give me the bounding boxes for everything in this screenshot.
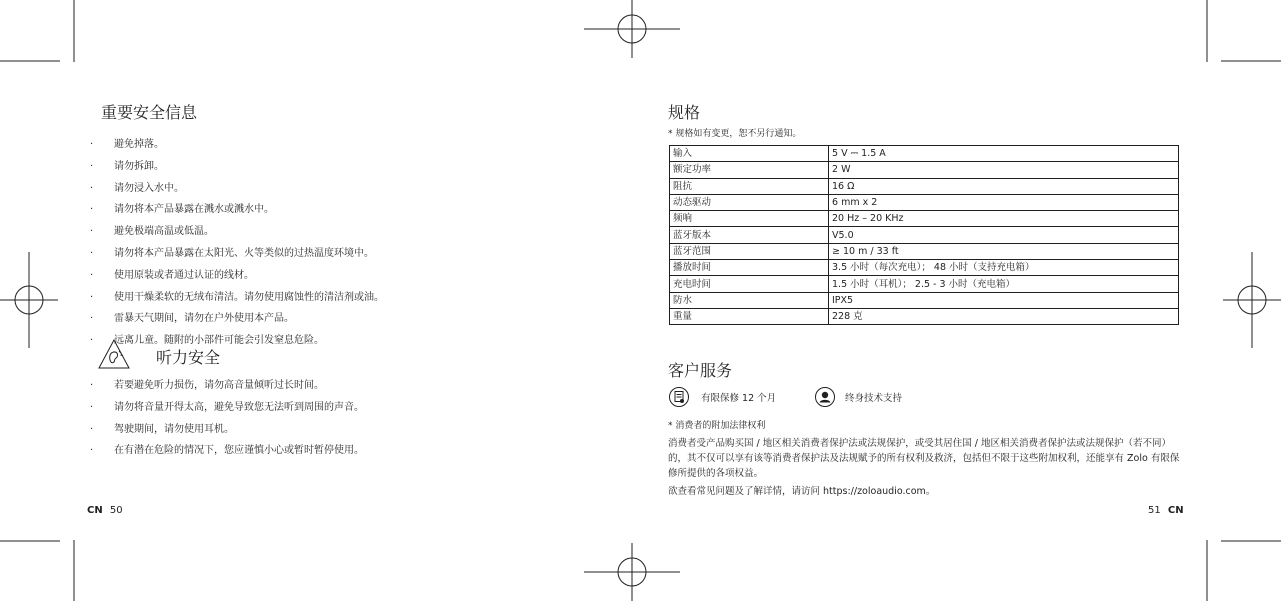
spec-value: 1.5 小时（耳机）； 2.5 - 3 小时（充电箱） — [829, 276, 1179, 292]
footer-page-number: 51 — [1148, 505, 1161, 516]
table-row — [670, 260, 1179, 276]
spec-label: 额定功率 — [670, 162, 829, 178]
hearing-safety-title: 听力安全 — [156, 348, 221, 367]
left-footer — [87, 505, 123, 516]
safety-title: 重要安全信息 — [101, 103, 198, 122]
footer-language: CN — [1167, 505, 1184, 516]
support-person-icon — [815, 387, 835, 407]
table-row — [670, 194, 1179, 210]
safety-item: · 避免极端高温或低温。 — [88, 221, 384, 243]
hearing-item: · 请勿将音量开得太高，避免导致您无法听到周围的声音。 — [88, 397, 364, 419]
specs-note: * 规格如有变更，恕不另行通知。 — [668, 129, 802, 139]
spec-value: V5.0 — [829, 227, 1179, 243]
registration-mark-right — [1223, 252, 1281, 348]
crop-mark-bottom-left — [0, 540, 74, 601]
spec-label: 蓝牙版本 — [670, 227, 829, 243]
spec-value: ≥ 10 m / 33 ft — [829, 243, 1179, 259]
safety-item: · 请勿浸入水中。 — [88, 178, 384, 200]
hearing-item: · 驾驶期间，请勿使用耳机。 — [88, 419, 364, 441]
safety-item: · 使用原装或者通过认证的线材。 — [88, 265, 384, 287]
spec-label: 输入 — [670, 146, 829, 162]
specs-title: 规格 — [668, 103, 701, 122]
spec-value: 3.5 小时（每次充电）； 48 小时（支持充电箱） — [829, 260, 1179, 276]
spec-label: 阻抗 — [670, 178, 829, 194]
safety-item: · 请勿将本产品暴露在溅水或溅水中。 — [88, 199, 384, 221]
footer-page-number: 50 — [109, 505, 123, 516]
spec-label: 蓝牙范围 — [670, 243, 829, 259]
table-row — [670, 227, 1179, 243]
spec-value: 5 V ⎓ 1.5 A — [829, 146, 1179, 162]
spec-label: 频响 — [670, 211, 829, 227]
crop-mark-top-left — [0, 0, 74, 62]
safety-item: · 雷暴天气期间，请勿在户外使用本产品。 — [88, 308, 384, 330]
registration-mark-top — [584, 0, 680, 58]
customer-service-title: 客户服务 — [668, 361, 733, 380]
safety-item: · 远离儿童。随附的小部件可能会引发窒息危险。 — [88, 330, 384, 352]
consumer-rights-paragraph: 消费者受产品购买国 / 地区相关消费者保护法或法规保护，或受其居住国 / 地区相关消费者保护法或法规保护（若不同）的，其不仅可以享有该等消费者保护法及法规赋予的所有权利及救济，包括但不限于这些附加权利，还能享有 Zolo 有限保修所提供的各项权益。 — [668, 438, 1180, 479]
spec-value: 6 mm x 2 — [829, 194, 1179, 210]
table-row — [670, 211, 1179, 227]
warranty-label: 有限保修 12 个月 — [701, 393, 777, 404]
hearing-item: · 在有潜在危险的情况下，您应谨慎小心或暂时暂停使用。 — [88, 440, 364, 462]
registration-mark-left — [0, 252, 58, 348]
service-row — [668, 387, 1180, 411]
table-row — [670, 178, 1179, 194]
spec-label: 充电时间 — [670, 276, 829, 292]
table-row — [670, 292, 1179, 308]
safety-item: · 使用干燥柔软的无绒布清洁。请勿使用腐蚀性的清洁剂或油。 — [88, 287, 384, 309]
safety-item: · 请勿将本产品暴露在太阳光、火等类似的过热温度环境中。 — [88, 243, 384, 265]
table-row — [670, 308, 1179, 324]
warranty-document-icon — [669, 387, 689, 407]
hearing-item: · 若要避免听力损伤，请勿高音量倾听过长时间。 — [88, 375, 364, 397]
specs-table — [669, 145, 1179, 325]
support-item — [815, 387, 902, 407]
table-row — [670, 276, 1179, 292]
right-footer — [1148, 505, 1184, 516]
consumer-rights-note: * 消费者的附加法律权利 — [668, 421, 766, 431]
table-row — [670, 243, 1179, 259]
table-row — [670, 146, 1179, 162]
registration-mark-bottom — [584, 543, 680, 601]
warranty-item — [669, 387, 776, 407]
spec-value: IPX5 — [829, 292, 1179, 308]
spec-label: 播放时间 — [670, 260, 829, 276]
table-row — [670, 162, 1179, 178]
spec-label: 重量 — [670, 308, 829, 324]
hearing-protection-icon — [98, 339, 130, 369]
footer-language: CN — [87, 505, 103, 516]
spec-value: 20 Hz – 20 KHz — [829, 211, 1179, 227]
safety-item: · 避免掉落。 — [88, 134, 384, 156]
crop-mark-bottom-right — [1207, 540, 1281, 601]
spec-value: 228 克 — [829, 308, 1179, 324]
spec-label: 动态驱动 — [670, 194, 829, 210]
crop-mark-top-right — [1207, 0, 1281, 62]
safety-list — [88, 134, 384, 352]
safety-item: · 请勿拆卸。 — [88, 156, 384, 178]
support-label: 终身技术支持 — [845, 393, 903, 404]
spec-label: 防水 — [670, 292, 829, 308]
faq-line: 欲查看常见问题及了解详情，请访问 https://zoloaudio.com。 — [668, 486, 936, 497]
hearing-list — [88, 375, 364, 462]
spec-value: 2 W — [829, 162, 1179, 178]
spec-value: 16 Ω — [829, 178, 1179, 194]
